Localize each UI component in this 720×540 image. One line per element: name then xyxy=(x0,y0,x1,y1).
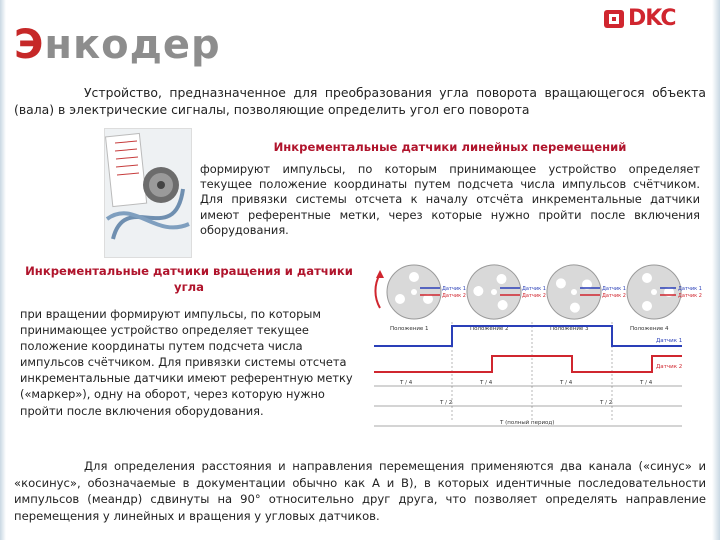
sensor2-label-4: Датчик 2 xyxy=(678,293,702,299)
wheel-position-2 xyxy=(457,260,531,329)
page-title xyxy=(14,22,221,68)
rotary-sensors-heading: Инкрементальные датчики вращения и датчики угла xyxy=(25,264,353,294)
sensor1-label-2: Датчик 1 xyxy=(522,286,546,292)
sensor2-label-1: Датчик 2 xyxy=(442,293,466,299)
quarter-period-label-3: T / 4 xyxy=(560,380,573,386)
position-label-1: Положение 1 xyxy=(390,326,429,332)
half-period-label-1: T / 2 xyxy=(440,400,453,406)
sensor1-label-3: Датчик 1 xyxy=(602,286,626,292)
sensor2-wave-label: Датчик 2 xyxy=(656,364,683,370)
rotary-sensors-text: при вращении формируют импульсы, по которым принимающее устройство определяет текущее положение координаты путем подсчета числа импульсов счётчиком. Для привязки системы отсчета инкрементальные датчики имеют референтную метку («маркер»), одну на оборот, через которую нужно пройти после включения оборудования. xyxy=(20,307,353,418)
intro-paragraph: Устройство, предназначенное для преобразования угла поворота вращающегося объекта (вала) в электрические сигналы, позволяющие определить угол его поворота xyxy=(14,85,706,117)
quarter-period-label-2: T / 4 xyxy=(480,380,493,386)
wheel-position-4 xyxy=(627,265,681,319)
linear-sensors-text: формируют импульсы, по которым принимающее устройство определяет текущее положение координаты путем подсчета числа импульсов счётчиком. Для привязки системы отсчета к началу отсчёта инкрементальные датчики имеют референтные метки, через которые нужно пройти после включения оборудования. xyxy=(200,162,700,237)
quarter-period-label-1: T / 4 xyxy=(400,380,413,386)
sensor2-label-3: Датчик 2 xyxy=(602,293,626,299)
quarter-period-label-4: T / 4 xyxy=(640,380,653,386)
sensor1-label-4: Датчик 1 xyxy=(678,286,702,292)
sensor1-label-1: Датчик 1 xyxy=(442,286,466,292)
full-period-label: T (полный период) xyxy=(500,420,555,426)
rotation-arrow xyxy=(375,274,380,308)
encoder-photo xyxy=(104,128,192,258)
wheel-position-3 xyxy=(537,260,611,329)
half-period-label-2: T / 2 xyxy=(600,400,613,406)
position-label-3: Положение 3 xyxy=(550,326,589,332)
sensor1-wave-label: Датчик 1 xyxy=(656,338,683,344)
logo-text: DKC xyxy=(628,6,676,31)
position-label-4: Положение 4 xyxy=(630,326,669,332)
sensor2-waveform xyxy=(374,356,682,372)
sensor2-label-2: Датчик 2 xyxy=(522,293,546,299)
quadrature-diagram xyxy=(370,260,706,445)
logo-mark xyxy=(604,10,624,28)
wheel-position-1 xyxy=(387,265,441,319)
position-label-2: Положение 2 xyxy=(470,326,509,332)
right-edge-decoration xyxy=(712,0,720,540)
title-first-letter: Э xyxy=(14,22,45,68)
left-edge-decoration xyxy=(0,0,6,540)
linear-sensors-heading: Инкрементальные датчики линейных перемещений xyxy=(273,140,627,154)
bottom-paragraph: Для определения расстояния и направления перемещения применяются два канала («синус» и «косинус», обозначаемые в документации обычно как A и B), в которых идентичные последовательности импульсов (меандр) сдвинуты на 90° относительно друг друга, что позволяет определять направление перемещения у линейных и вращения у угловых датчиков. xyxy=(14,459,706,523)
title-rest: нкодер xyxy=(44,22,221,68)
